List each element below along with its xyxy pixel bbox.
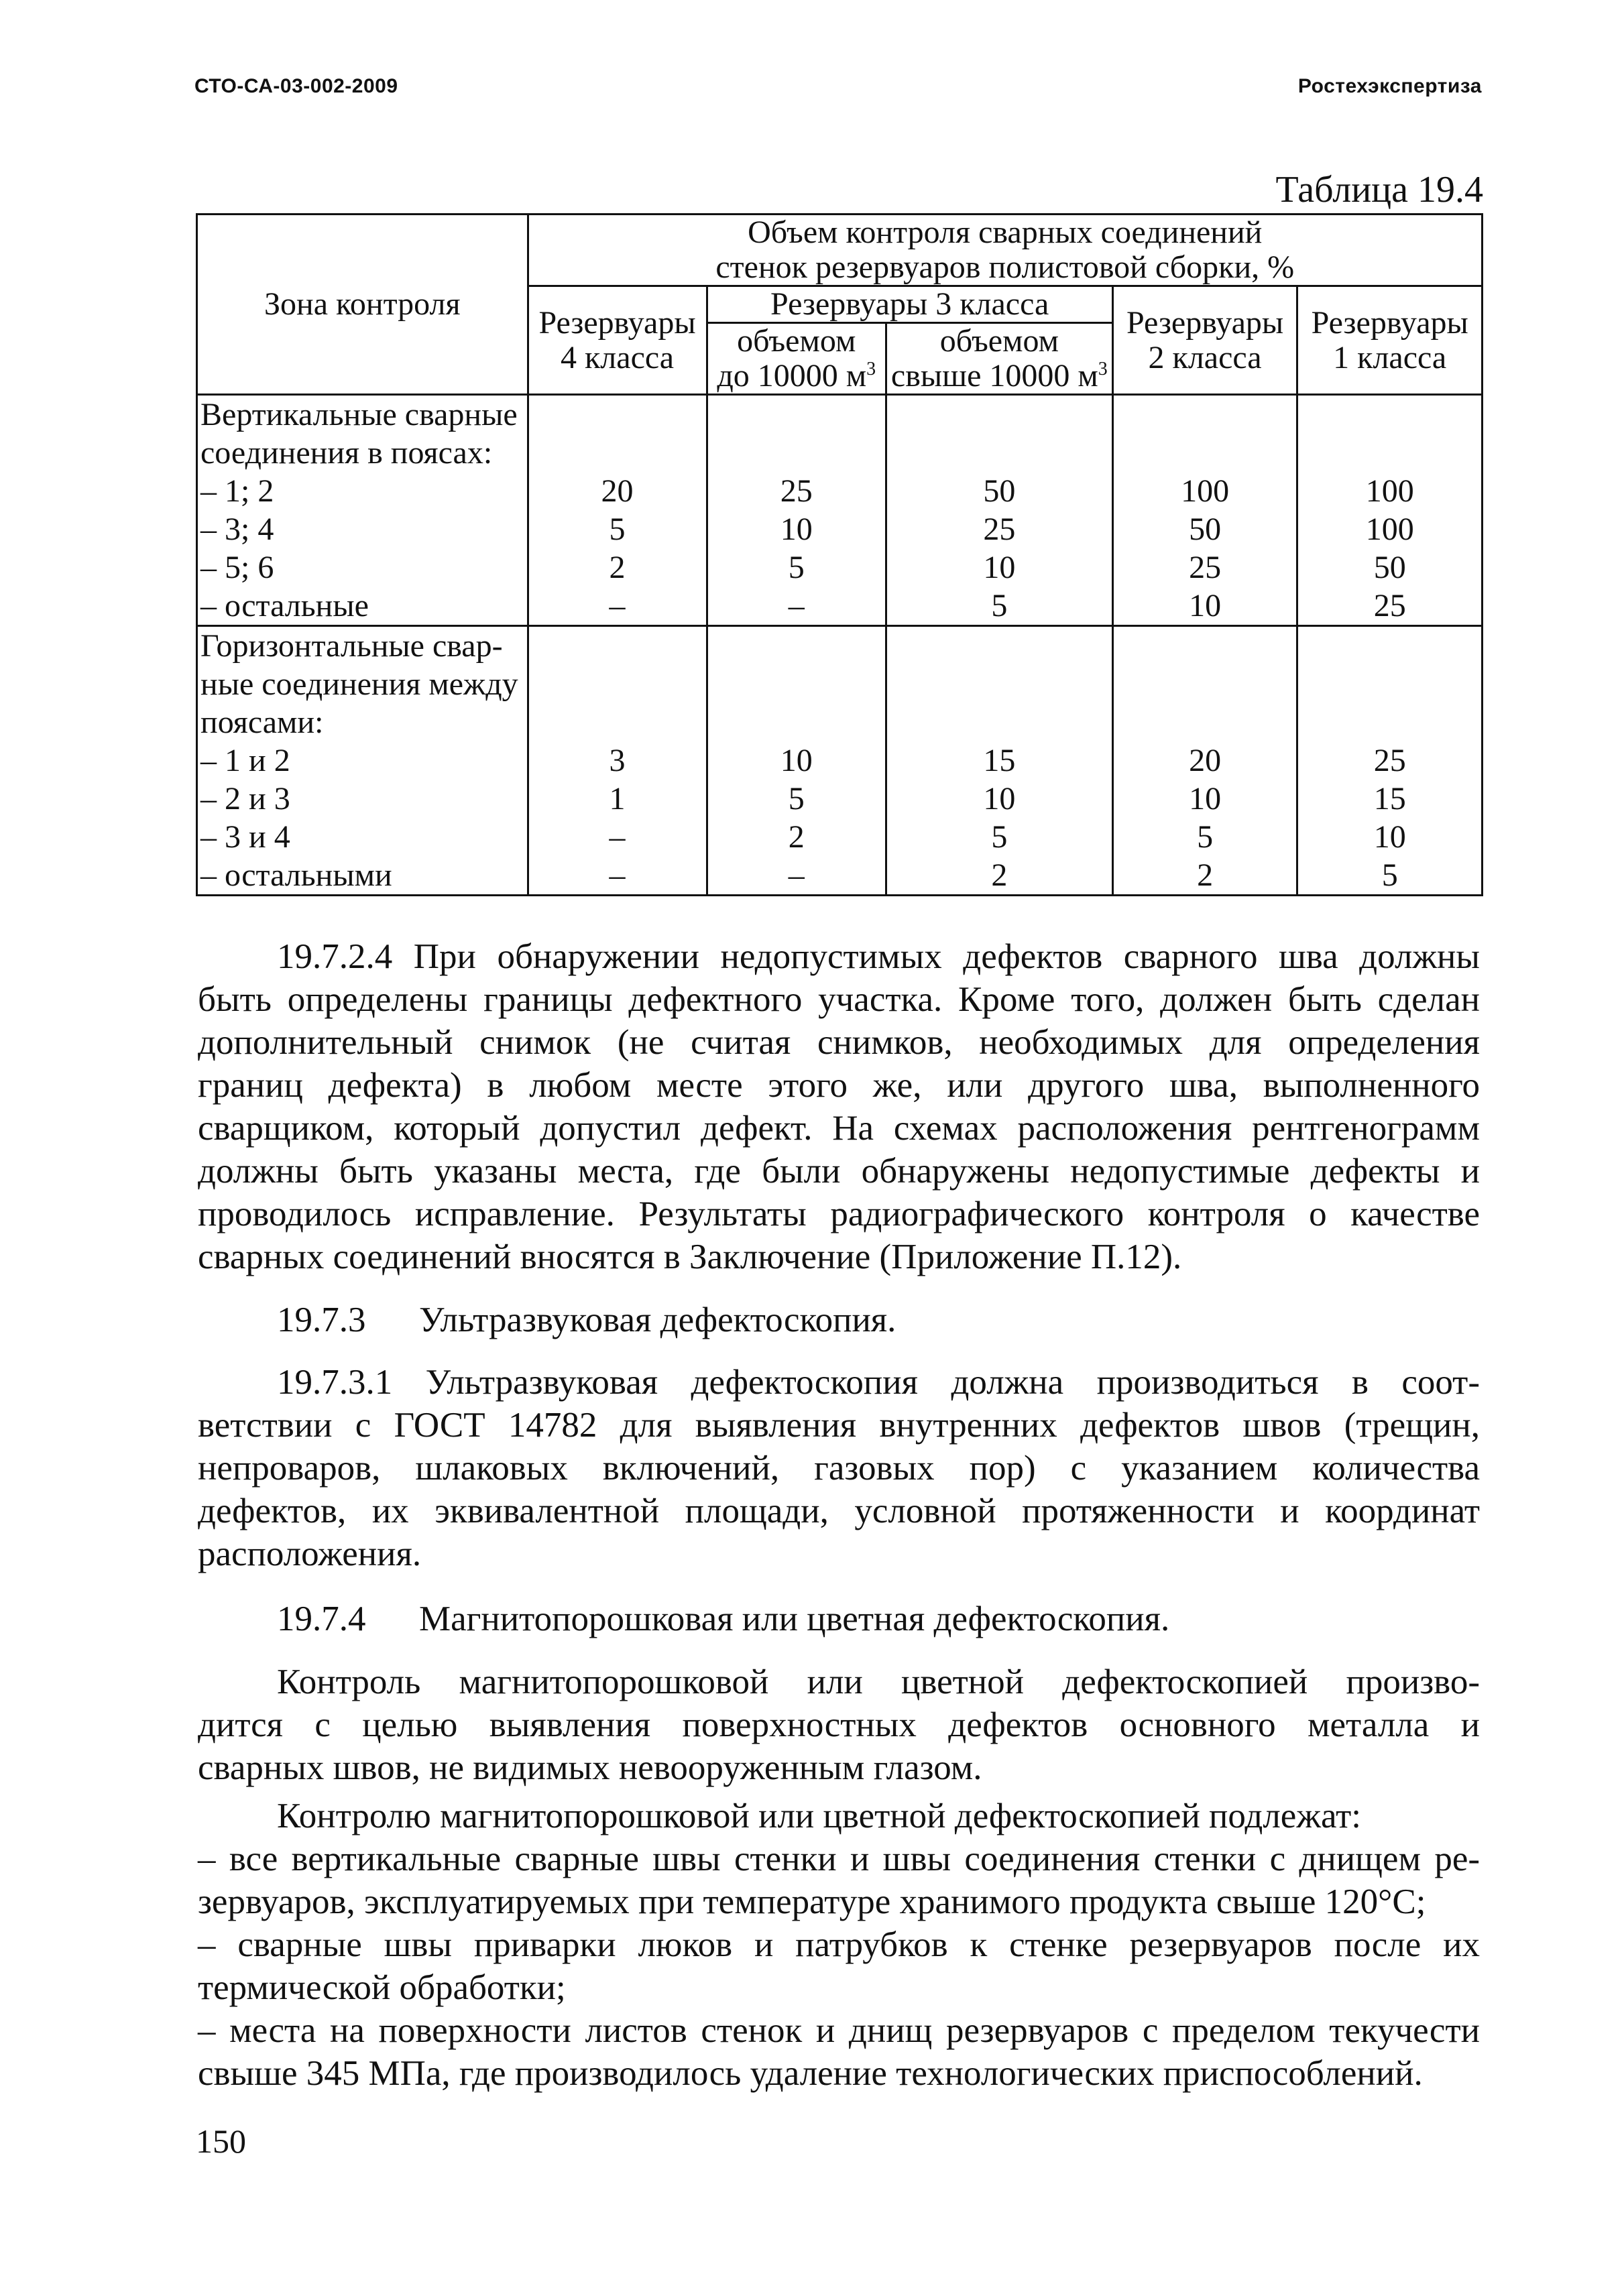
text-line: должны быть указаны места, где были обнаружены недопустимые дефекты и: [198, 1152, 1480, 1191]
zone-label: – 3; 4: [200, 511, 274, 547]
table-cell: 10: [983, 550, 1016, 585]
table-cell: 25: [983, 511, 1016, 547]
page-number: 150: [196, 2122, 246, 2160]
horizontal-class1-values: [1297, 626, 1483, 896]
table-cell: 20: [601, 473, 634, 509]
table-cell: 10: [1373, 819, 1406, 855]
list-item-line: свыше 345 МПа, где производилось удаление технологических приспособлений.: [198, 2054, 1423, 2093]
table-cell: –: [609, 588, 626, 623]
paragraph-control-objects: [198, 1795, 1480, 2095]
vertical-welds-zone: [197, 395, 528, 626]
table-cell: 1: [609, 781, 626, 817]
table-cell: 10: [1189, 781, 1222, 817]
document-code: СТО-СА-03-002-2009: [194, 75, 398, 97]
horizontal-class4-values: [528, 626, 707, 896]
class3-small-volume-header: [707, 323, 886, 395]
table-cell: 10: [780, 511, 813, 547]
list-item-line: – места на поверхности листов стенок и днищ резервуаров с пределом текучести: [198, 2011, 1480, 2050]
table-cell: 25: [1373, 588, 1406, 623]
class3-header: Резервуары 3 класса: [707, 286, 1112, 323]
paragraph-19-7-3-1: [198, 1361, 1480, 1575]
table-cell: 100: [1365, 511, 1414, 547]
horizontal-title-line-1: Горизонтальные свар-: [200, 628, 503, 664]
section-19-7-3-heading: 19.7.3 Ультразвуковая дефектоскопия.: [277, 1301, 896, 1339]
text-line: дится с целью выявления поверхностных дефектов основного металла и: [198, 1705, 1480, 1744]
vertical-class4-values: [528, 395, 707, 626]
text-line: сварных соединений вносятся в Заключение (Приложение П.12).: [198, 1237, 1182, 1276]
table-cell: 25: [1373, 743, 1406, 778]
table-row-horizontal: [197, 626, 1483, 896]
table-cell: 15: [983, 743, 1016, 778]
table-cell: 3: [609, 743, 626, 778]
text-line: Контроль магнитопорошковой или цветной дефектоскопией произво-: [277, 1663, 1480, 1701]
horizontal-title-line-3: поясами:: [200, 705, 324, 740]
class2-header-line-2: 2 класса: [1148, 339, 1262, 375]
class3a-header-line-2: [712, 359, 881, 394]
cubic-superscript: 3: [1098, 359, 1108, 379]
list-item-line: – сварные швы приварки люков и патрубков к стенке резервуаров после их: [198, 1925, 1480, 1964]
vertical-class2-values: [1112, 395, 1297, 626]
table-cell: –: [609, 819, 626, 855]
paragraph-19-7-2-4: [198, 935, 1480, 1278]
publisher-name: Ростехэкспертиза: [1297, 75, 1482, 97]
text-line: дефектов, их эквивалентной площади, условной протяженности и координат: [198, 1492, 1480, 1530]
class3-large-volume-header: [886, 323, 1112, 395]
class3a-volume-label: до 10000 м: [717, 358, 867, 394]
paragraph-control-purpose: [198, 1660, 1480, 1789]
text-line: 19.7.2.4 При обнаружении недопустимых дефектов сварного шва должны: [277, 937, 1480, 976]
table-cell: –: [609, 857, 626, 893]
vertical-title-line-1: Вертикальные сварные: [200, 397, 518, 432]
class1-header: [1297, 286, 1483, 395]
zone-label: – 5; 6: [200, 550, 274, 585]
table-cell: 50: [983, 473, 1016, 509]
list-item-line: – все вертикальные сварные швы стенки и швы соединения стенки с днищем ре-: [198, 1839, 1480, 1878]
text-line: 19.7.3.1 Ультразвуковая дефектоскопия должна производиться в соот-: [277, 1363, 1480, 1402]
zone-label: – 2 и 3: [200, 781, 290, 817]
table-cell: 100: [1181, 473, 1230, 509]
table-cell: 2: [609, 550, 626, 585]
class1-header-line-2: 1 класса: [1333, 339, 1447, 375]
table-cell: –: [788, 857, 805, 893]
zone-label: – остальными: [200, 857, 392, 893]
vertical-class3a-values: [707, 395, 886, 626]
zone-label: – 3 и 4: [200, 819, 290, 855]
vertical-class3b-values: [886, 395, 1112, 626]
class4-header-line-1: Резервуары: [538, 304, 696, 341]
zone-label: – остальные: [200, 588, 369, 623]
control-volume-table: [196, 213, 1483, 896]
horizontal-title-line-2: ные соединения между: [200, 666, 518, 702]
group-header: [528, 215, 1482, 286]
zone-header: Зона контроля: [197, 215, 528, 395]
text-line: сварщиком, который допустил дефект. На схемах расположения рентгенограмм: [198, 1109, 1480, 1148]
table-caption: Таблица 19.4: [1275, 169, 1483, 210]
horizontal-class3a-values: [707, 626, 886, 896]
vertical-class1-values: [1297, 395, 1483, 626]
class2-header: [1112, 286, 1297, 395]
zone-label: – 1; 2: [200, 473, 274, 509]
table-cell: 5: [609, 511, 626, 547]
text-line: непроваров, шлаковых включений, газовых пор) с указанием количества: [198, 1449, 1480, 1488]
table-cell: 10: [983, 781, 1016, 817]
vertical-title-line-2: соединения в поясах:: [200, 435, 493, 471]
class3b-header-line-2: [891, 359, 1108, 394]
table-cell: 5: [1381, 857, 1398, 893]
text-line: сварных швов, не видимых невооруженным глазом.: [198, 1748, 982, 1787]
table-header-row-1: [197, 215, 1483, 286]
list-item-line: термической обработки;: [198, 1968, 566, 2007]
table-cell: 2: [788, 819, 805, 855]
table-cell: 2: [991, 857, 1008, 893]
table-cell: –: [788, 588, 805, 623]
text-line: границ дефекта) в любом месте этого же, или другого шва, выполненного: [198, 1066, 1480, 1105]
table-cell: 25: [1189, 550, 1222, 585]
table-row-vertical: [197, 395, 1483, 626]
table-cell: 50: [1189, 511, 1222, 547]
class3b-volume-label: свыше 10000 м: [890, 358, 1098, 394]
horizontal-class3b-values: [886, 626, 1112, 896]
zone-label: – 1 и 2: [200, 743, 290, 778]
horizontal-welds-zone: [197, 626, 528, 896]
cubic-superscript: 3: [866, 359, 876, 379]
class1-header-line-1: Резервуары: [1311, 304, 1468, 341]
table-cell: 5: [788, 781, 805, 817]
table-cell: 5: [788, 550, 805, 585]
class3b-header-line-1: объемом: [939, 323, 1059, 359]
table-cell: 15: [1373, 781, 1406, 817]
list-item-line: зервуаров, эксплуатируемых при температуре хранимого продукта свыше 120°С;: [198, 1882, 1426, 1921]
class4-header-line-2: 4 класса: [560, 339, 675, 375]
text-line: Контролю магнитопорошковой или цветной дефектоскопией подлежат:: [277, 1797, 1361, 1835]
text-line: ветствии с ГОСТ 14782 для выявления внутренних дефектов швов (трещин,: [198, 1406, 1480, 1445]
horizontal-class2-values: [1112, 626, 1297, 896]
group-header-line-1: Объем контроля сварных соединений: [748, 215, 1263, 250]
table-cell: 5: [991, 819, 1008, 855]
class3a-header-line-1: объемом: [737, 323, 856, 359]
text-line: проводилось исправление. Результаты радиографического контроля о качестве: [198, 1195, 1480, 1233]
table-cell: 5: [1197, 819, 1214, 855]
text-line: расположения.: [198, 1534, 422, 1573]
table-cell: 100: [1365, 473, 1414, 509]
table-cell: 10: [1189, 588, 1222, 623]
class2-header-line-1: Резервуары: [1126, 304, 1284, 341]
section-19-7-4-heading: 19.7.4 Магнитопорошковая или цветная дефектоскопия.: [277, 1599, 1170, 1638]
table-cell: 5: [991, 588, 1008, 623]
text-line: быть определены границы дефектного участка. Кроме того, должен быть сделан: [198, 980, 1480, 1019]
table-cell: 10: [780, 743, 813, 778]
group-header-line-2: стенок резервуаров полистовой сборки, %: [715, 249, 1295, 285]
table-cell: 2: [1197, 857, 1214, 893]
table-cell: 25: [780, 473, 813, 509]
text-line: дополнительный снимок (не считая снимков, необходимых для определения: [198, 1023, 1480, 1062]
table-cell: 50: [1373, 550, 1406, 585]
table-cell: 20: [1189, 743, 1222, 778]
class4-header: [528, 286, 707, 395]
